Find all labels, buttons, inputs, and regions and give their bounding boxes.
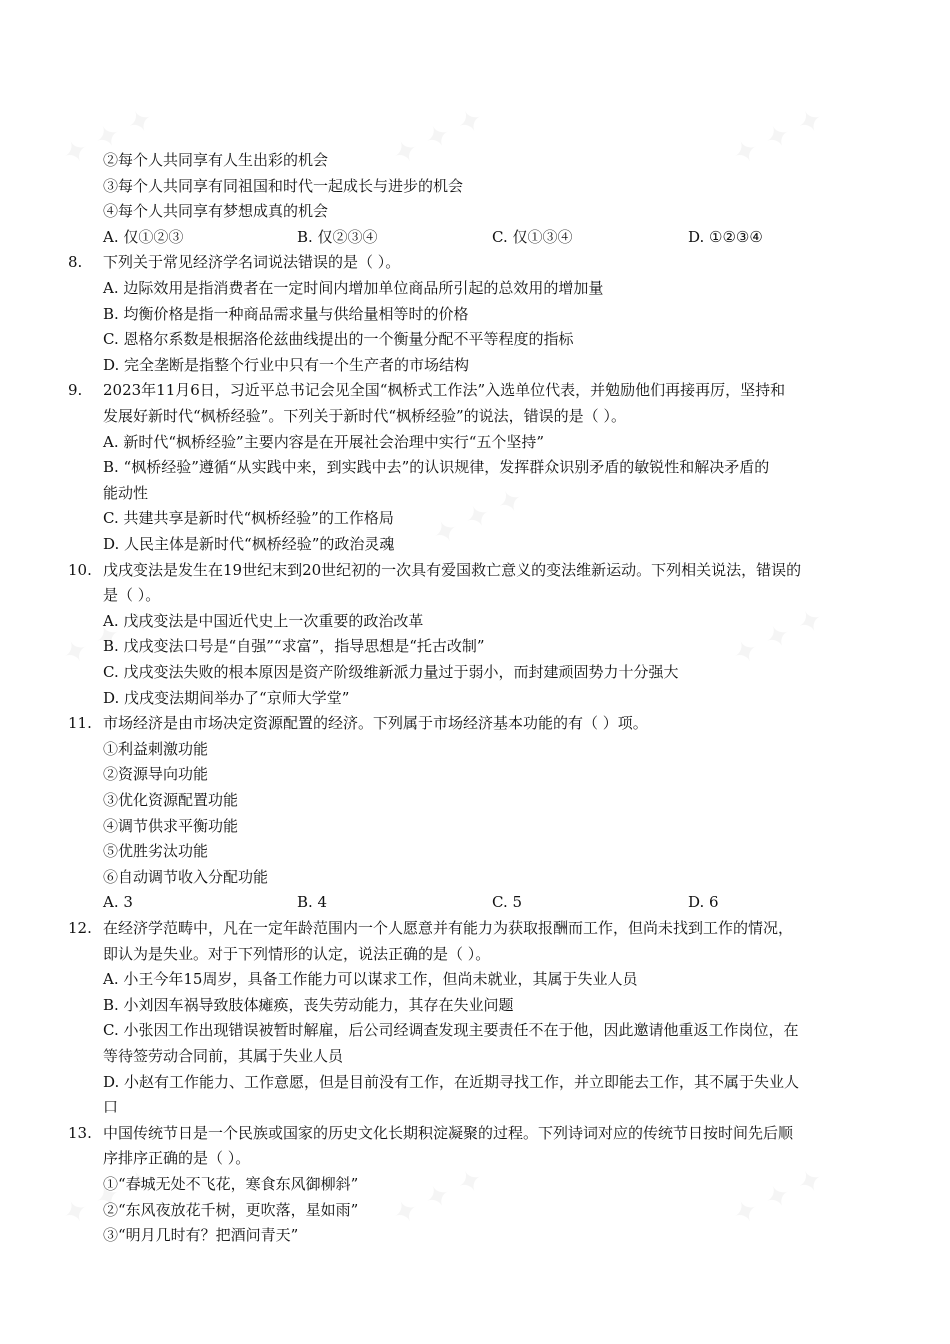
option-b[interactable]: B. 4 <box>297 893 328 912</box>
statement-3: ③优化资源配置功能 <box>103 791 239 809</box>
option-d[interactable]: D. 小赵有工作能力、工作意愿，但是目前没有工作，在近期寻找工作，并立即能去工作，其不属于失业人 <box>103 1072 800 1091</box>
option-d[interactable]: D. 戊戌变法期间举办了“京师大学堂” <box>103 688 350 707</box>
poem-3: ③“明月几时有？把酒问青天” <box>103 1226 299 1245</box>
statement-2: ②每个人共同享有人生出彩的机会 <box>103 151 329 169</box>
option-b[interactable]: B. 戊戌变法口号是“自强”“求富”，指导思想是“托古改制” <box>103 637 485 656</box>
answer-options <box>0 890 950 916</box>
option-a[interactable]: A. 戊戌变法是中国近代史上一次重要的政治改革 <box>103 611 424 630</box>
option-a[interactable]: A. 新时代“枫桥经验”主要内容是在开展社会治理中实行“五个坚持” <box>103 432 545 451</box>
question-stem-cont: 序排序正确的是（ ）。 <box>103 1149 251 1168</box>
question-stem: 下列关于常见经济学名词说法错误的是（ ）。 <box>103 253 401 272</box>
watermark: ✦ ✦ ✦ <box>387 101 490 174</box>
question-stem-cont: 即认为是失业。对于下列情形的认定，说法正确的是（ ）。 <box>103 944 491 963</box>
question-number: 10. <box>68 560 92 579</box>
question-number: 12. <box>68 919 92 937</box>
question-stem: 戊戌变法是发生在19世纪末到20世纪初的一次具有爱国救亡意义的变法维新运动。下列相关说法，错误的 <box>103 560 802 579</box>
option-d[interactable]: D. ①②③④ <box>688 227 763 246</box>
watermark: ✦ ✦ ✦ <box>427 481 530 554</box>
question-number: 13. <box>68 1123 92 1142</box>
statement-6: ⑥自动调节收入分配功能 <box>103 867 269 886</box>
watermark: ✦ ✦ ✦ <box>387 1161 490 1234</box>
question-stem-cont: 发展好新时代“枫桥经验”。下列关于新时代“枫桥经验”的说法，错误的是（ ）。 <box>103 407 626 425</box>
option-c-cont[interactable]: 等待签劳动合同前，其属于失业人员 <box>103 1047 344 1065</box>
statement-3: ③每个人共同享有同祖国和时代一起成长与进步的机会 <box>103 176 464 195</box>
statement-5: ⑤优胜劣汰功能 <box>103 842 209 861</box>
watermark: ✦ ✦ ✦ <box>57 1161 160 1234</box>
answer-options <box>0 225 950 251</box>
question-stem: 市场经济是由市场决定资源配置的经济。下列属于市场经济基本功能的有（ ）项。 <box>103 714 648 733</box>
option-d-cont[interactable]: 口 <box>103 1098 119 1117</box>
statement-4: ④每个人共同享有梦想成真的机会 <box>103 202 329 221</box>
poem-2: ②“东风夜放花千树，更吹落，星如雨” <box>103 1200 359 1219</box>
option-a[interactable]: A. 小王今年15周岁，具备工作能力可以谋求工作，但尚未就业，其属于失业人员 <box>103 970 638 989</box>
question-stem: 2023年11月6日，习近平总书记会见全国“枫桥式工作法”入选单位代表，并勉励他们再接再厉，坚持和 <box>103 381 786 400</box>
statement-4: ④调节供求平衡功能 <box>103 816 239 835</box>
option-b[interactable]: B. “枫桥经验”遵循“从实践中来，到实践中去”的认识规律，发挥群众识别矛盾的敏锐性和解决矛盾的 <box>103 458 770 477</box>
option-d[interactable]: D. 人民主体是新时代“枫桥经验”的政治灵魂 <box>103 535 395 553</box>
option-b[interactable]: B. 均衡价格是指一种商品需求量与供给量相等时的价格 <box>103 304 469 323</box>
question-stem: 中国传统节日是一个民族或国家的历史文化长期积淀凝聚的过程。下列诗词对应的传统节日按时间先后顺 <box>103 1123 794 1142</box>
option-c[interactable]: C. 5 <box>492 893 523 912</box>
question-number: 8. <box>68 253 83 272</box>
option-c[interactable]: C. 共建共享是新时代“枫桥经验”的工作格局 <box>103 509 394 528</box>
watermark: ✦ ✦ ✦ <box>57 601 160 674</box>
option-b-cont[interactable]: 能动性 <box>103 483 149 502</box>
option-b[interactable]: B. 小刘因车祸导致肢体瘫痪，丧失劳动能力，其存在失业问题 <box>103 995 514 1014</box>
option-c[interactable]: C. 戊戌变法失败的根本原因是资产阶级维新派力量过于弱小，而封建顽固势力十分强大 <box>103 663 679 681</box>
question-stem: 在经济学范畴中，凡在一定年龄范围内一个人愿意并有能力为获取报酬而工作，但尚未找到工作的情况， <box>103 919 794 937</box>
question-number: 9. <box>68 381 83 400</box>
watermark: ✦ ✦ ✦ <box>57 101 160 174</box>
watermark: ✦ ✦ ✦ <box>727 1161 830 1234</box>
watermark: ✦ ✦ ✦ <box>727 601 830 674</box>
option-a[interactable]: A. 边际效用是指消费者在一定时间内增加单位商品所引起的总效用的增加量 <box>103 279 604 297</box>
option-c[interactable]: C. 恩格尔系数是根据洛伦兹曲线提出的一个衡量分配不平等程度的指标 <box>103 330 574 349</box>
statement-2: ②资源导向功能 <box>103 765 209 784</box>
poem-1: ①“春城无处不飞花，寒食东风御柳斜” <box>103 1175 359 1193</box>
question-number: 11. <box>68 714 92 733</box>
watermark: ✦ ✦ ✦ <box>727 101 830 174</box>
option-d[interactable]: D. 完全垄断是指整个行业中只有一个生产者的市场结构 <box>103 355 470 374</box>
statement-1: ①利益刺激功能 <box>103 739 209 758</box>
option-c[interactable]: C. 小张因工作出现错误被暂时解雇，后公司经调查发现主要责任不在于他，因此邀请他重返工作岗位，在 <box>103 1021 799 1040</box>
option-c[interactable]: C. 仅①③④ <box>492 227 573 246</box>
option-b[interactable]: B. 仅②③④ <box>297 227 378 246</box>
option-a[interactable]: A. 3 <box>103 893 133 912</box>
option-a[interactable]: A. 仅①②③ <box>103 227 184 246</box>
question-stem-cont: 是（ ）。 <box>103 586 161 605</box>
option-d[interactable]: D. 6 <box>688 893 719 912</box>
